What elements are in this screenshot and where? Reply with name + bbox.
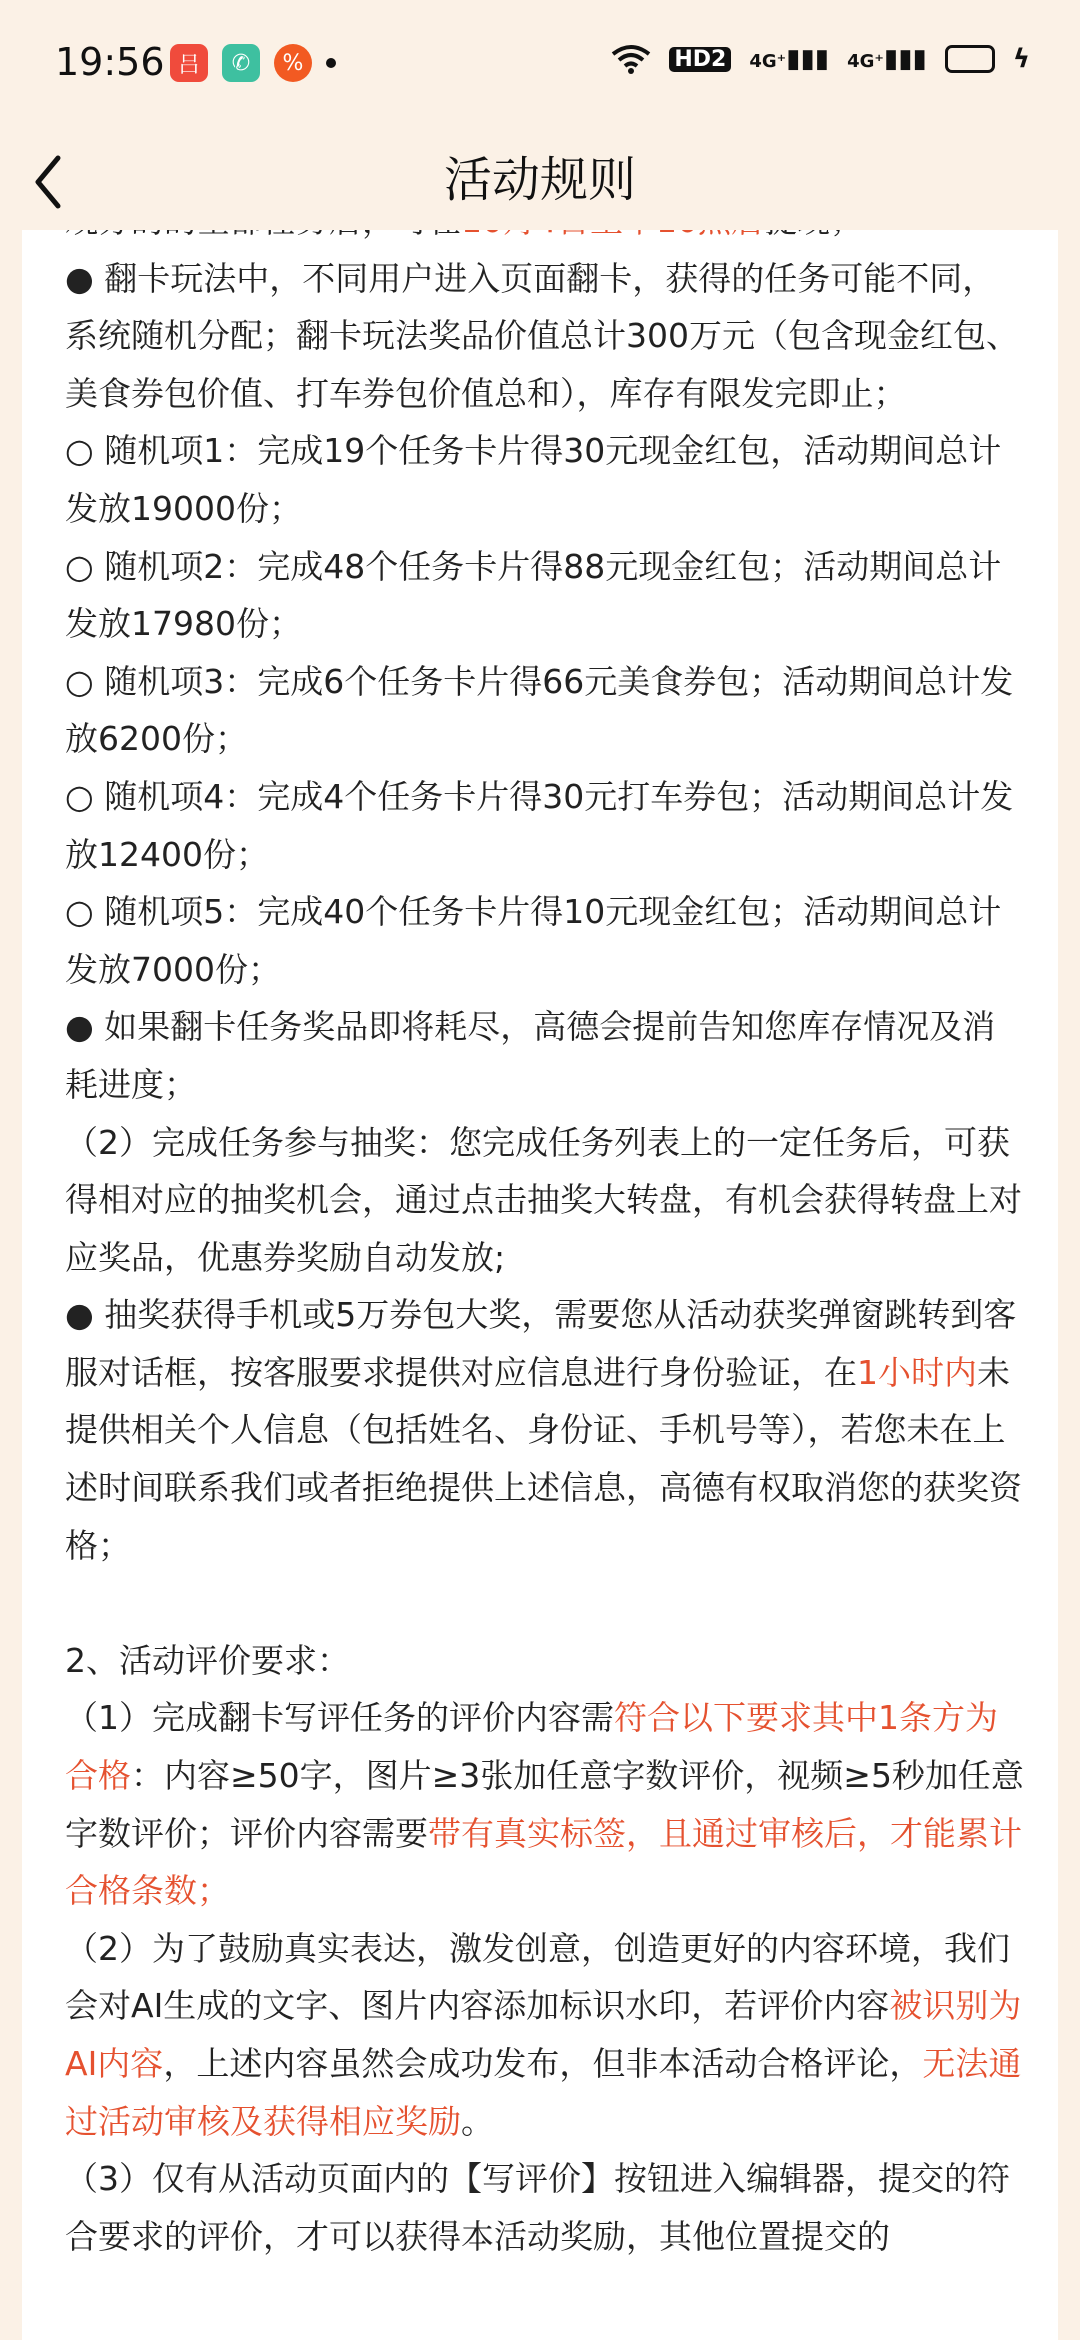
rule-write-review-entry [65,2150,1025,2265]
rule-text: （2）为了鼓励真实表达，激发创意，创造更好的内容环境，我们会对AI生成的文字、图片内容添加标识水印，若评价内容 [65,1928,1010,2026]
nav-header [0,130,1080,230]
rule-stock-notice [65,998,1025,1113]
highlighted-text: 被识别为AI内容 [65,1986,1022,2083]
status-time: 19:56 [55,40,165,84]
wifi-icon [611,44,651,74]
rules-content [65,200,1025,2265]
rule-flip-card [65,250,1025,423]
rule-random-1 [65,422,1025,537]
rule-random-5 [65,883,1025,998]
rule-text: 。 [461,2101,494,2141]
highlighted-text: 符合以下要求其中1条方为合格 [65,1698,998,1796]
rule-text: ○ 随机项1：完成19个任务卡片得30元现金红包，活动期间总计发放19000份； [65,431,1002,528]
phone-notification-icon: ✆ [222,44,260,82]
rule-text: ，上述内容虽然会成功发布，但非本活动合格评论， [163,2044,923,2083]
rule-lottery [65,1114,1025,1287]
rule-text: ● 抽奖获得手机或5万券包大奖，需要您从活动获奖弹窗跳转到客服对话框，按客服要求提供对应信息进行身份验证，在 [65,1295,1017,1392]
charging-icon: ϟ [1012,44,1030,74]
rule-text: 未提供相关个人信息（包括姓名、身份证、手机号等），若您未在上述时间联系我们或者拒绝提供上述信息，高德有权取消您的获奖资格； [65,1352,1022,1565]
rule-random-2 [65,538,1025,653]
rule-text: ○ 随机项2：完成48个任务卡片得88元现金红包；活动期间总计发放17980份； [65,546,1002,644]
rule-ai-content [65,1920,1025,2150]
notification-icons [170,44,336,82]
battery-icon [945,45,995,73]
net2-label: 4G⁺ [847,51,884,72]
hd-icon: HD2 [669,47,731,72]
rule-text: ○ 随机项3：完成6个任务卡片得66元美食券包；活动期间总计发放6200份； [65,661,1014,759]
rule-text: ：内容≥50字，图片≥3张加任意字数评价，视频≥5秒加任意字数评价；评价内容需要 [65,1756,1024,1853]
system-icons [611,44,1030,74]
status-bar [0,0,1080,130]
rule-prize-verification [65,1286,1025,1574]
rule-text: ○ 随机项5：完成40个任务卡片得10元现金红包；活动期间总计发放7000份； [65,892,1002,989]
rule-text: ○ 随机项4：完成4个任务卡片得30元打车券包；活动期间总计发放12400份； [65,776,1014,874]
rule-review-requirements [65,1689,1025,1919]
page-title: 活动规则 [443,152,636,208]
rule-text: （3）仅有从活动页面内的【写评价】按钮进入编辑器，提交的符合要求的评价，才可以获得本活动奖励，其他位置提交的 [65,2159,1010,2256]
rule-section-2-heading [65,1632,1025,1690]
rule-text: （2）完成任务参与抽奖：您完成任务列表上的一定任务后，可获得相对应的抽奖机会，通过点击抽奖大转盘，有机会获得转盘上对应奖品，优惠券奖励自动发放; [65,1122,1022,1277]
signal-icon-2: 4G⁺▮▮▮ [847,44,927,74]
more-notifications-icon [326,58,336,68]
rules-card [22,200,1058,2340]
rule-text: （1）完成翻卡写评任务的评价内容需 [65,1698,614,1738]
highlighted-text: 1小时内 [857,1352,977,1392]
app-notification-icon: 吕 [170,44,208,82]
net1-label: 4G⁺ [749,51,787,72]
rule-text: ● 如果翻卡任务奖品即将耗尽，高德会提前告知您库存情况及消耗进度； [65,1007,996,1104]
rule-random-4 [65,768,1025,883]
rule-text: 2、活动评价要求： [65,1640,350,1680]
app-notification-icon-2: % [274,44,312,82]
rule-text: ● 翻卡玩法中，不同用户进入页面翻卡，获得的任务可能不同，系统随机分配；翻卡玩法奖品价值总计300万元（包含现金红包、美食券包价值、打车券包价值总和），库存有限发完即止； [65,258,1019,413]
signal-icon-1: 4G⁺▮▮▮ [749,44,830,74]
spacer [65,1574,1025,1632]
highlighted-text: 无法通过活动审核及获得相应奖励 [65,2044,1022,2141]
highlighted-text: 带有真实标签，且通过审核后，才能累计合格条数； [65,1813,1022,1911]
rule-random-3 [65,653,1025,768]
